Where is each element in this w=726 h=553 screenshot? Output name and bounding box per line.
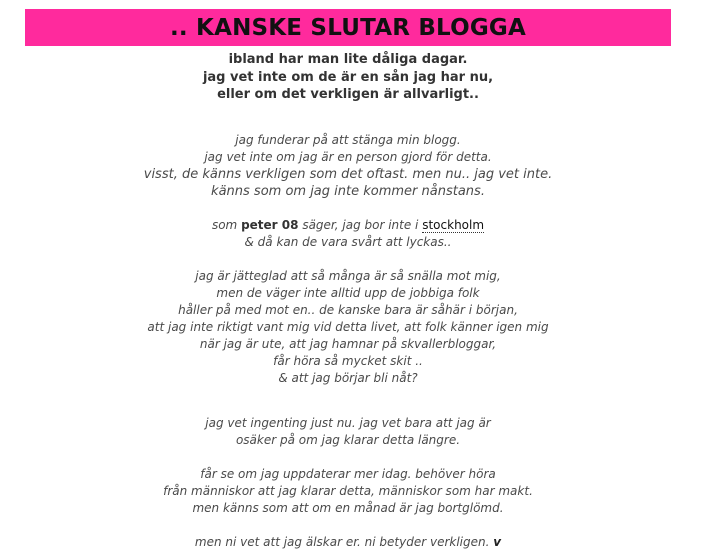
- text-line: & att jag börjar bli nåt?: [278, 370, 418, 385]
- spacer: [25, 517, 671, 534]
- paragraph-4: [25, 415, 671, 449]
- spacer: [25, 200, 671, 217]
- name-highlight: peter 08: [241, 217, 299, 232]
- paragraph-5: [25, 466, 671, 517]
- text-line: [25, 217, 671, 234]
- post-title: .. KANSKE SLUTAR BLOGGA: [169, 14, 527, 41]
- text-fragment: som: [211, 217, 238, 232]
- intro-line: jag vet inte om de är en sån jag har nu,: [202, 69, 494, 85]
- post-body: [25, 51, 671, 551]
- paragraph-2: [25, 217, 671, 251]
- text-line: men de väger inte alltid upp de jobbiga folk: [216, 285, 480, 300]
- text-fragment: säger, jag bor inte i: [302, 217, 419, 232]
- intro-paragraph: [25, 51, 671, 104]
- text-line: att jag inte riktigt vant mig vid detta livet, att folk känner igen mig: [147, 319, 549, 334]
- intro-line: eller om det verkligen är allvarligt..: [217, 87, 479, 102]
- text-line: osäker på om jag klarar detta längre.: [235, 432, 461, 447]
- text-line: får se om jag uppdaterar mer idag. behöver höra: [200, 466, 496, 481]
- text-line: [25, 534, 671, 551]
- text-line: håller på med mot en.. de kanske bara är såhär i början,: [178, 302, 518, 317]
- text-line: jag är jätteglad att så många är så snälla mot mig,: [195, 268, 501, 283]
- text-line: från människor att jag klarar detta, människor som har makt.: [163, 483, 533, 498]
- stockholm-link[interactable]: stockholm: [422, 217, 485, 232]
- text-line: jag vet ingenting just nu. jag vet bara att jag är: [205, 415, 491, 430]
- post-title-bar: [25, 9, 671, 46]
- text-line: när jag är ute, att jag hamnar på skvallerbloggar,: [199, 336, 497, 351]
- text-line: jag funderar på att stänga min blogg.: [235, 132, 461, 147]
- signature: v: [493, 534, 502, 549]
- text-line: visst, de känns verkligen som det oftast. men nu.. jag vet inte.: [143, 166, 553, 182]
- closing-paragraph: [25, 534, 671, 551]
- text-line: får höra så mycket skit ..: [273, 353, 423, 368]
- text-line: men känns som att om en månad är jag bortglömd.: [192, 500, 504, 515]
- text-line: jag vet inte om jag är en person gjord för detta.: [204, 149, 492, 164]
- spacer: [25, 251, 671, 268]
- paragraph-3: [25, 268, 671, 387]
- intro-line: ibland har man lite dåliga dagar.: [228, 52, 468, 67]
- text-line: känns som om jag inte kommer nånstans.: [211, 183, 485, 199]
- text-line: & då kan de vara svårt att lyckas..: [244, 234, 452, 249]
- spacer: [25, 104, 671, 132]
- closing-text: men ni vet att jag älskar er. ni betyder verkligen.: [194, 534, 490, 549]
- spacer: [25, 387, 671, 415]
- spacer: [25, 449, 671, 466]
- paragraph-1: [25, 132, 671, 200]
